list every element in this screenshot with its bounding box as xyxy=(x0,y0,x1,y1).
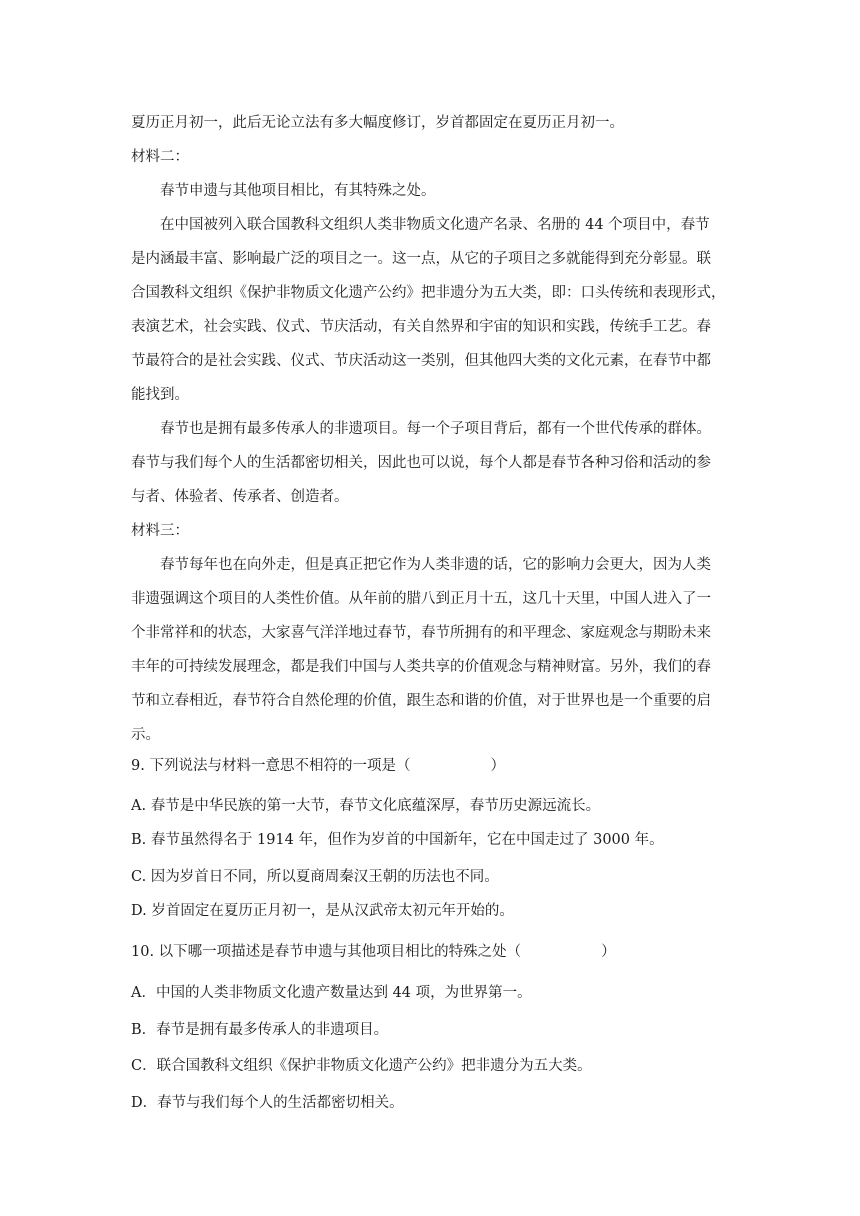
question-9-stem xyxy=(131,756,741,776)
question-9-option-b: B. 春节虽然得名于 1914 年，但作为岁首的中国新年，它在中国走过了 3000 年。 xyxy=(131,832,664,848)
paragraph-line: 是内涵最丰富、影响最广泛的项目之一。这一点，从它的子项目之多就能得到充分彰显。联 xyxy=(131,251,711,267)
question-10-option-b: B．春节是拥有最多传承人的非遗项目。 xyxy=(131,1022,389,1038)
paragraph-line: 春节每年也在向外走，但是真正把它作为人类非遗的话，它的影响力会更大，因为人类 xyxy=(160,557,711,573)
paragraph-line: 春节与我们每个人的生活都密切相关，因此也可以说，每个人都是春节各种习俗和活动的参 xyxy=(131,455,711,471)
paragraph-line: 夏历正月初一，此后无论立法有多大幅度修订，岁首都固定在夏历正月初一。 xyxy=(131,115,624,131)
paragraph-line: 节和立春相近，春节符合自然伦理的价值，跟生态和谐的价值，对于世界也是一个重要的启 xyxy=(131,693,711,709)
question-10-option-d: D．春节与我们每个人的生活都密切相关。 xyxy=(131,1095,404,1111)
paragraph-line: 个非常祥和的状态，大家喜气洋洋地过春节，春节所拥有的和平理念、家庭观念与期盼未来 xyxy=(131,625,711,641)
paragraph-line: 春节也是拥有最多传承人的非遗项目。每一个子项目背后，都有一个世代传承的群体。 xyxy=(160,421,711,437)
question-stem-text: 9. 下列说法与材料一意思不相符的一项是（ xyxy=(131,758,411,774)
paragraph-line: 合国教科文组织《保护非物质文化遗产公约》把非遗分为五大类，即：口头传统和表现形式， xyxy=(131,285,726,301)
paragraph-line: 丰年的可持续发展理念，都是我们中国与人类共享的价值观念与精神财富。另外，我们的春 xyxy=(131,659,711,675)
paragraph-line: 节最符合的是社会实践、仪式、节庆活动这一类别，但其他四大类的文化元素，在春节中都 xyxy=(131,353,711,369)
paragraph-line: 在中国被列入联合国教科文组织人类非物质文化遗产名录、名册的 44 个项目中，春节 xyxy=(160,217,710,233)
paragraph-line: 表演艺术，社会实践、仪式、节庆活动，有关自然界和宇宙的知识和实践，传统手工艺。春 xyxy=(131,319,711,335)
question-9-option-a: A. 春节是中华民族的第一大节，春节文化底蕴深厚，春节历史源远流长。 xyxy=(131,798,601,814)
question-9-option-d: D. 岁首固定在夏历正月初一，是从汉武帝太初元年开始的。 xyxy=(131,903,514,919)
paragraph-line: 能找到。 xyxy=(131,387,189,403)
question-10-option-a: A．中国的人类非物质文化遗产数量达到 44 项，为世界第一。 xyxy=(131,985,532,1001)
paragraph-line: 示。 xyxy=(131,727,160,743)
question-9-option-c: C. 因为岁首日不同，所以夏商周秦汉王朝的历法也不同。 xyxy=(131,869,499,885)
question-stem-text: 10. 以下哪一项描述是春节申遗与其他项目相比的特殊之处（ xyxy=(131,944,522,960)
question-stem-close: ） xyxy=(490,758,505,774)
question-stem-close: ） xyxy=(601,944,616,960)
paragraph-line: 非遗强调这个项目的人类性价值。从年前的腊八到正月十五，这几十天里，中国人进入了一 xyxy=(131,591,711,607)
paragraph-line: 春节申遗与其他项目相比，有其特殊之处。 xyxy=(160,183,436,199)
question-10-option-c: C．联合国教科文组织《保护非物质文化遗产公约》把非遗分为五大类。 xyxy=(131,1058,592,1074)
material-three-heading: 材料三： xyxy=(131,523,189,539)
question-10-stem xyxy=(131,942,741,962)
material-two-heading: 材料二： xyxy=(131,149,189,165)
paragraph-line: 与者、体验者、传承者、创造者。 xyxy=(131,489,349,505)
